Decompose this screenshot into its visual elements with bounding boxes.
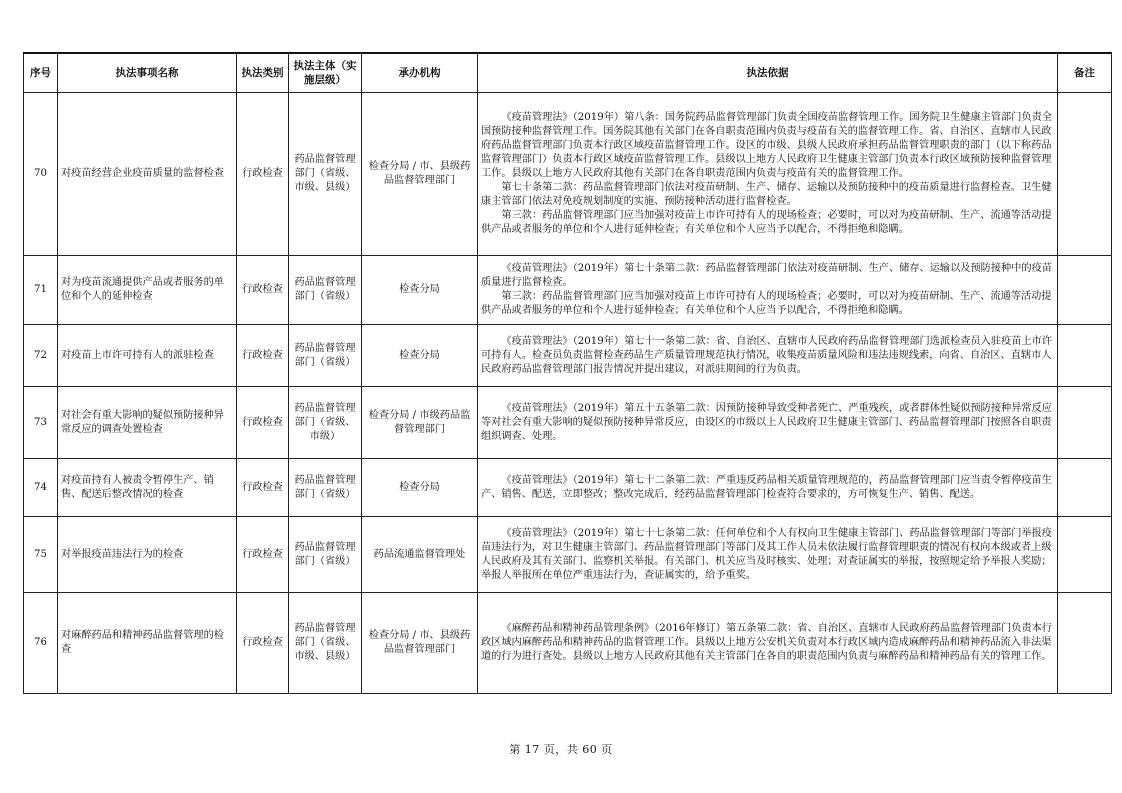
header-type: 执法类别: [237, 53, 289, 93]
row-seq: 73: [24, 387, 58, 459]
row-seq: 71: [24, 256, 58, 325]
row-category: 行政检查: [237, 517, 289, 593]
legal-basis-paragraph: 《疫苗管理法》（2019年）第五十五条第二款：因预防接种导致受种者死亡、严重残疾，或者群体性疑似预防接种异常反应等对社会有重大影响的疑似预防接种异常反应，由设区的市级以上人民政府卫生健康主管部门、药品监督管理部门按照各自职责组织调查、处理。: [481, 402, 1052, 442]
row-subject: 药品监督管理部门（省级、市级、县级）: [289, 93, 362, 256]
header-basis: 执法依据: [478, 53, 1058, 93]
row-seq: 72: [24, 325, 58, 387]
legal-basis-paragraph: 《疫苗管理法》（2019年）第七十条第二款：药品监督管理部门依法对疫苗研制、生产、储存、运输以及预防接种中的疫苗质量进行监督检查。: [481, 263, 1052, 288]
row-organization: 检查分局 / 市、县级药品监督管理部门: [362, 593, 478, 694]
header-name: 执法事项名称: [58, 53, 237, 93]
table-row: [24, 325, 1112, 387]
row-subject: 药品监督管理部门（省级、市级）: [289, 387, 362, 459]
row-item-name: 对疫苗经营企业疫苗质量的监督检查: [58, 93, 237, 256]
row-item-name: 对疫苗持有人被责令暂停生产、销售、配送后整改情况的检查: [58, 459, 237, 517]
row-note: [1058, 387, 1112, 459]
legal-basis-paragraph: 第三款：药品监督管理部门应当加强对疫苗上市许可持有人的现场检查；必要时，可以对为疫苗研制、生产、流通等活动提供产品或者服务的单位和个人进行延伸检查；有关单位和个人应当予以配合，不得拒绝和隐瞒。: [481, 291, 1052, 316]
enforcement-table: [23, 52, 1112, 694]
header-subject: 执法主体（实施层级）: [289, 53, 362, 93]
row-note: [1058, 256, 1112, 325]
row-seq: 74: [24, 459, 58, 517]
row-category: 行政检查: [237, 459, 289, 517]
legal-basis-paragraph: 《疫苗管理法》（2019年）第八条：国务院药品监督管理部门负责全国疫苗监督管理工作。国务院卫生健康主管部门负责全国预防接种监督管理工作。国务院其他有关部门在各自职责范围内负责与疫苗有关的监督管理工作。省、自治区、直辖市人民政府药品监督管理部门负责本行政区域疫苗监督管理工作。设区的市级、县级人民政府承担药品监督管理职责的部门（以下称药品监督管理部门）负责本行政区域疫苗监督管理工作。县级以上地方人民政府卫生健康主管部门负责本行政区域预防接种监督管理工作。县级以上地方人民政府其他有关部门在各自职责范围内负责与疫苗有关的监督管理工作。: [481, 112, 1052, 179]
row-organization: 检查分局: [362, 325, 478, 387]
row-category: 行政检查: [237, 387, 289, 459]
table-row: [24, 387, 1112, 459]
table-row: [24, 93, 1112, 256]
row-item-name: 对社会有重大影响的疑似预防接种异常反应的调查处置检查: [58, 387, 237, 459]
row-item-name: 对麻醉药品和精神药品监督管理的检查: [58, 593, 237, 694]
table-row: [24, 517, 1112, 593]
header-org: 承办机构: [362, 53, 478, 93]
legal-basis-paragraph: 《疫苗管理法》（2019年）第七十二条第二款：严重违反药品相关质量管理规范的，药品监督管理部门应当责令暂停疫苗生产、销售、配送，立即整改；整改完成后，经药品监督管理部门检查符合要求的，方可恢复生产、销售、配送。: [481, 474, 1052, 500]
row-legal-basis: [478, 93, 1058, 256]
legal-basis-paragraph: 第七十条第二款：药品监督管理部门依法对疫苗研制、生产、储存、运输以及预防接种中的疫苗质量进行监督检查。卫生健康主管部门依法对免疫规划制度的实施、预防接种活动进行监督检查。: [481, 182, 1052, 207]
legal-basis-paragraph: 《麻醉药品和精神药品管理条例》（2016年修订）第五条第二款：省、自治区、直辖市人民政府药品监督管理部门负责本行政区域内麻醉药品和精神药品的监督管理工作。县级以上地方公安机关负责对本行政区域内造成麻醉药品和精神药品流入非法渠道的行为进行查处。县级以上地方人民政府其他有关主管部门在各自的职责范围内负责与麻醉药品和精神药品有关的管理工作。: [481, 623, 1052, 662]
row-legal-basis: [478, 256, 1058, 325]
row-item-name: 对举报疫苗违法行为的检查: [58, 517, 237, 593]
row-category: 行政检查: [237, 256, 289, 325]
legal-basis-paragraph: 《疫苗管理法》（2019年）第七十一条第二款：省、自治区、直辖市人民政府药品监督管理部门选派检查员入驻疫苗上市许可持有人。检查员负责监督检查药品生产质量管理规范执行情况，收集疫苗质量风险和违法违规线索，向省、自治区、直辖市人民政府药品监督管理部门报告情况并提出建议，对派驻期间的行为负责。: [481, 335, 1052, 375]
row-organization: 药品流通监督管理处: [362, 517, 478, 593]
row-note: [1058, 459, 1112, 517]
row-legal-basis: [478, 387, 1058, 459]
table-body: [24, 93, 1112, 694]
row-note: [1058, 325, 1112, 387]
row-note: [1058, 93, 1112, 256]
table-row: [24, 256, 1112, 325]
row-subject: 药品监督管理部门（省级）: [289, 517, 362, 593]
table-row: [24, 459, 1112, 517]
header-note: 备注: [1058, 53, 1112, 93]
legal-basis-paragraph: 《疫苗管理法》（2019年）第七十七条第二款：任何单位和个人有权向卫生健康主管部门、药品监督管理部门等部门举报疫苗违法行为，对卫生健康主管部门、药品监督管理部门等部门及其工作人员未依法履行监督管理职责的情况有权向本级或者上级人民政府及其有关部门、监察机关举报。有关部门、机关应当及时核实、处理；对查证属实的举报，按照规定给予举报人奖励；举报人举报所在单位严重违法行为，查证属实的，给予重奖。: [481, 527, 1052, 581]
header-row: [24, 53, 1112, 93]
row-note: [1058, 517, 1112, 593]
row-seq: 75: [24, 517, 58, 593]
row-legal-basis: [478, 459, 1058, 517]
row-seq: 70: [24, 93, 58, 256]
row-organization: 检查分局: [362, 256, 478, 325]
row-seq: 76: [24, 593, 58, 694]
row-legal-basis: [478, 593, 1058, 694]
row-subject: 药品监督管理部门（省级）: [289, 256, 362, 325]
table-row: [24, 593, 1112, 694]
row-category: 行政检查: [237, 593, 289, 694]
page-footer: 第 17 页，共 60 页: [509, 743, 613, 756]
row-category: 行政检查: [237, 325, 289, 387]
row-subject: 药品监督管理部门（省级）: [289, 459, 362, 517]
row-organization: 检查分局 / 市、县级药品监督管理部门: [362, 93, 478, 256]
row-legal-basis: [478, 517, 1058, 593]
row-item-name: 对为疫苗流通提供产品或者服务的单位和个人的延伸检查: [58, 256, 237, 325]
legal-basis-paragraph: 第三款：药品监督管理部门应当加强对疫苗上市许可持有人的现场检查；必要时，可以对为疫苗研制、生产、流通等活动提供产品或者服务的单位和个人进行延伸检查；有关单位和个人应当予以配合，不得拒绝和隐瞒。: [481, 210, 1052, 235]
row-item-name: 对疫苗上市许可持有人的派驻检查: [58, 325, 237, 387]
row-note: [1058, 593, 1112, 694]
row-organization: 检查分局: [362, 459, 478, 517]
row-legal-basis: [478, 325, 1058, 387]
row-subject: 药品监督管理部门（省级）: [289, 325, 362, 387]
row-category: 行政检查: [237, 93, 289, 256]
header-seq: 序号: [24, 53, 58, 93]
row-organization: 检查分局 / 市级药品监督管理部门: [362, 387, 478, 459]
row-subject: 药品监督管理部门（省级、市级、县级）: [289, 593, 362, 694]
